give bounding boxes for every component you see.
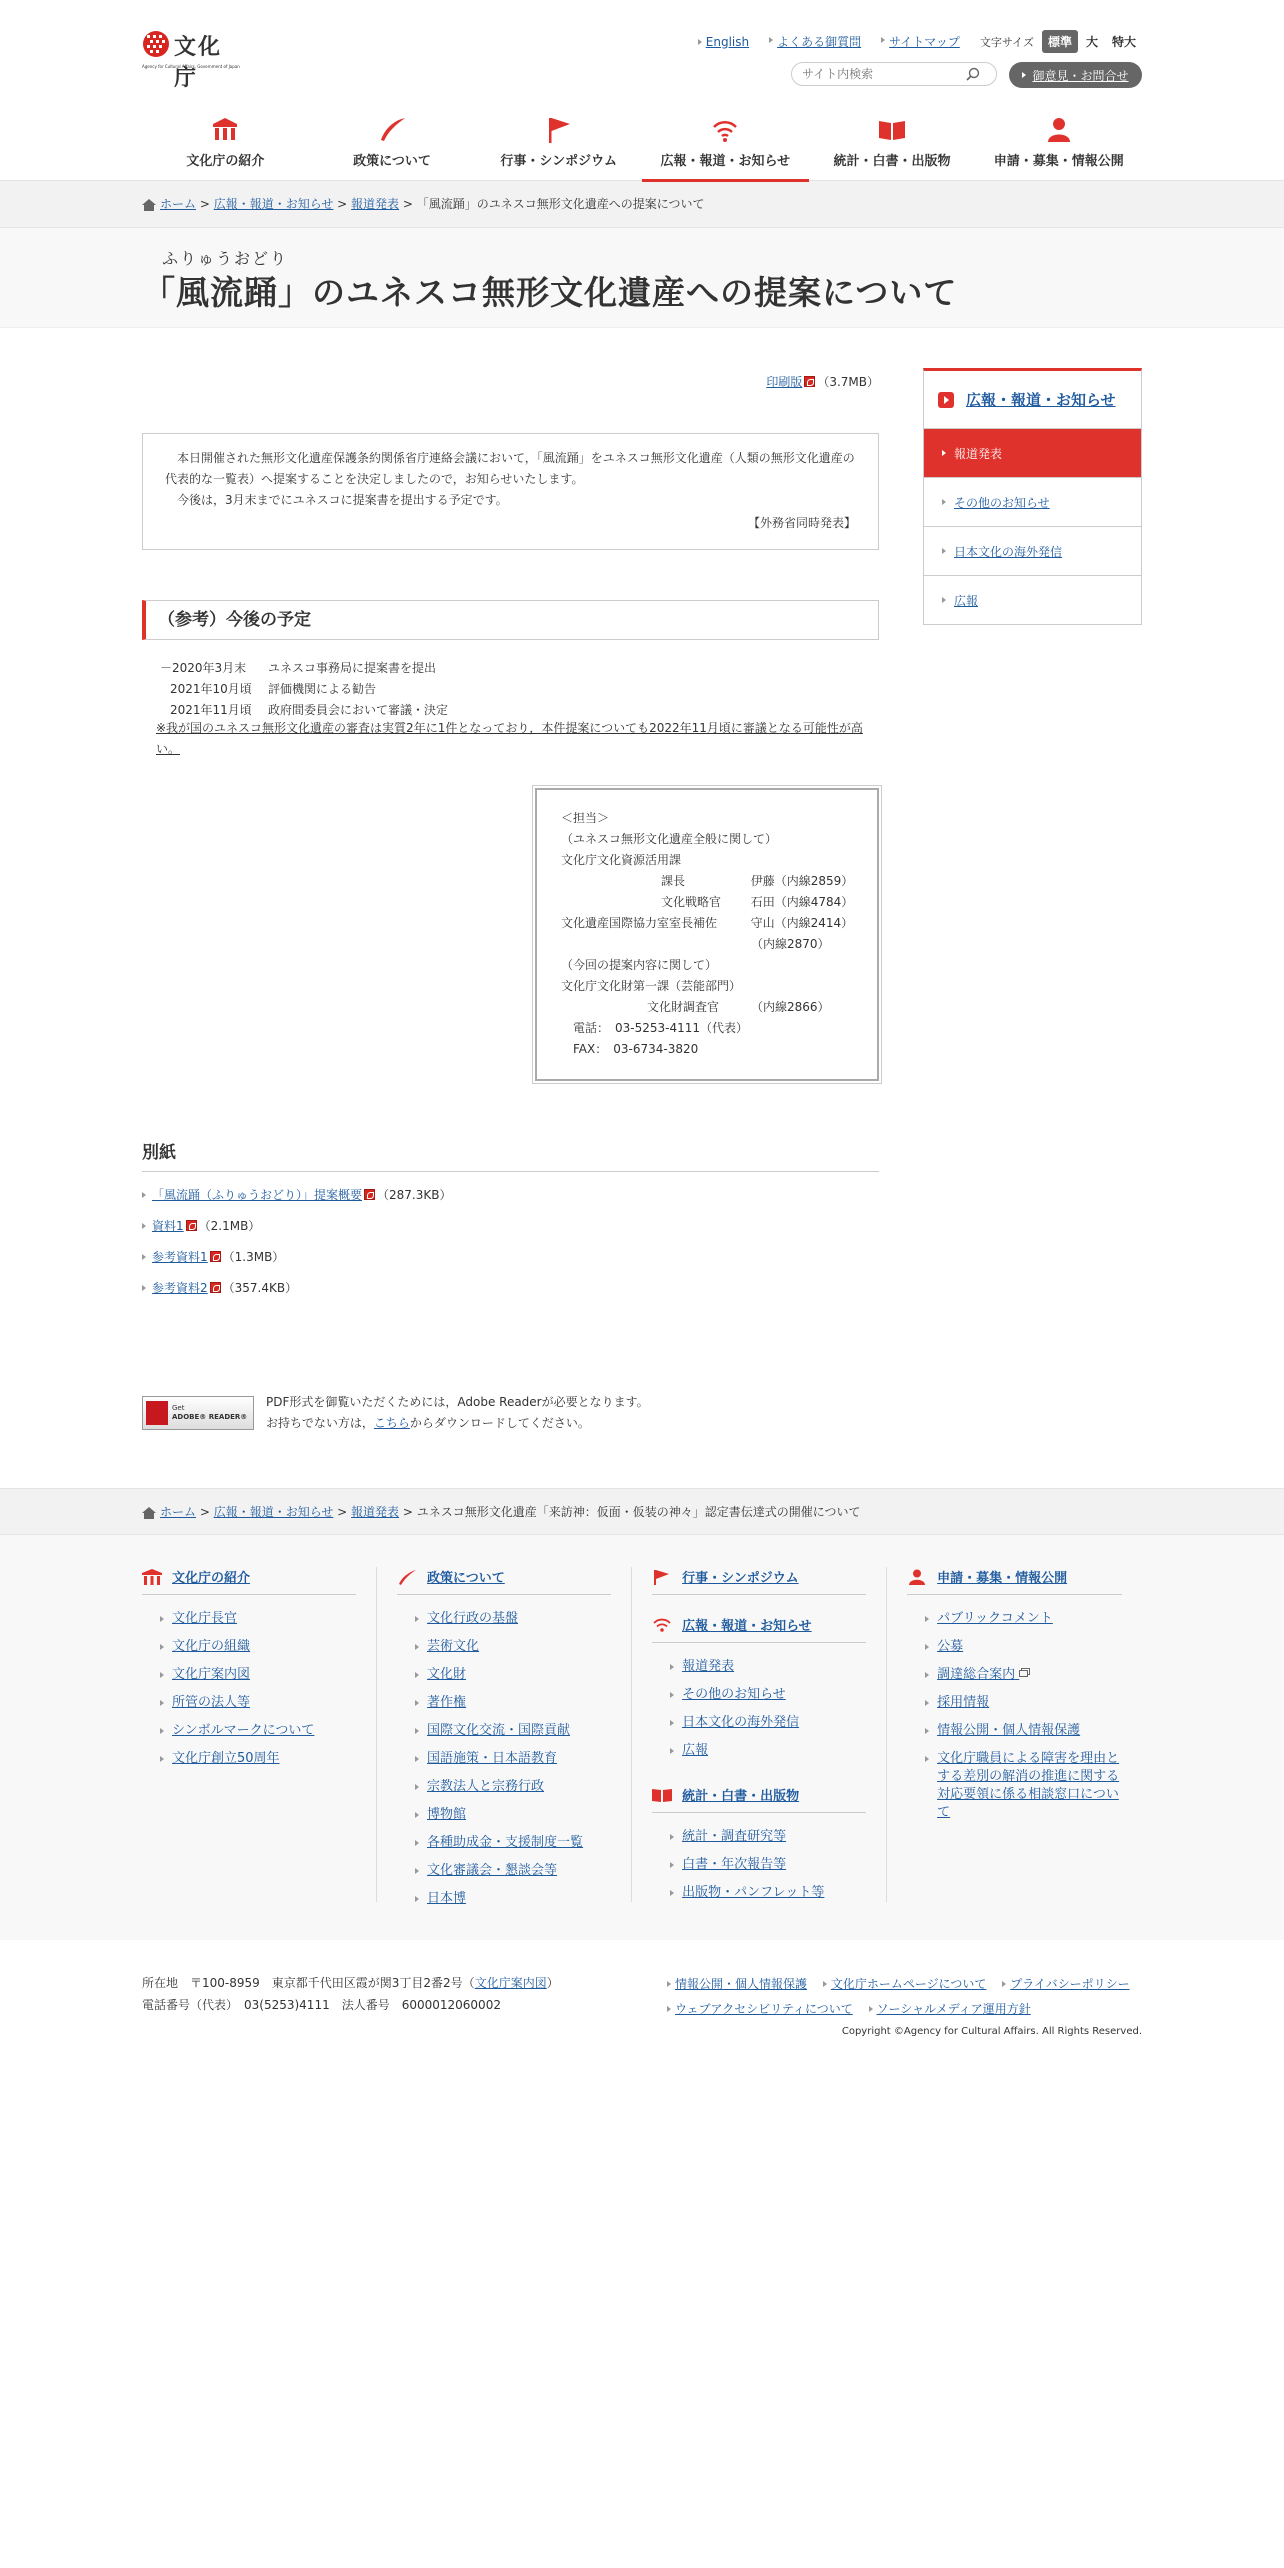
adobe-text-2a: お持ちでない方は，: [266, 1416, 374, 1430]
site-search: [791, 62, 997, 86]
footer-link[interactable]: 広報: [652, 1737, 866, 1765]
adobe-download-link[interactable]: こちら: [373, 1416, 410, 1430]
appendix-size: （287.3KB）: [377, 1188, 452, 1202]
notice-box: [142, 433, 879, 550]
person-icon: [907, 1569, 927, 1585]
search-input[interactable]: [792, 67, 962, 81]
contact-title: 文化遺産国際協力室室長補佐: [561, 916, 718, 930]
book-icon: [652, 1787, 672, 1803]
footer-heading-label: 申請・募集・情報公開: [937, 1571, 1068, 1586]
print-version: [766, 373, 879, 390]
breadcrumb-home[interactable]: ホーム: [160, 1505, 197, 1519]
footer-link[interactable]: 国際文化交流・国際貢献: [397, 1717, 611, 1745]
footer-privacy-info-link[interactable]: 情報公開・個人情報保護: [667, 1972, 807, 1997]
opinion-inquiry-button[interactable]: [1009, 62, 1142, 88]
appendix-link[interactable]: 「風流踊（ふりゅうおどり）」提案概要: [152, 1188, 363, 1202]
nav-policy-label: 政策について: [353, 154, 431, 169]
adobe-reader-notice: [142, 1396, 649, 1434]
footer-heading-apply[interactable]: [907, 1567, 1122, 1595]
schedule-text: 政府間委員会において審議・決定: [268, 703, 449, 717]
title-ruby: ふりゅうおどり: [162, 249, 289, 268]
schedule-text: ユネスコ事務局に提案書を提出: [268, 661, 437, 675]
brush-icon: [377, 116, 407, 144]
footer-link[interactable]: 採用情報: [907, 1689, 1122, 1717]
footer-link-external[interactable]: [907, 1661, 1122, 1689]
footer-link[interactable]: 報道発表: [652, 1653, 866, 1681]
contact-row: [561, 913, 853, 934]
footer-about-site-link[interactable]: 文化庁ホームページについて: [823, 1972, 987, 1997]
footer-link[interactable]: 文化庁案内図: [142, 1661, 356, 1689]
appendix-item: [142, 1242, 451, 1273]
footer-col-events-news: [652, 1567, 887, 1902]
address-text-end: ）: [546, 1976, 559, 1990]
font-size-standard-button[interactable]: 標準: [1042, 30, 1078, 53]
font-size-switcher: [980, 30, 1142, 53]
footer-accessibility-link[interactable]: ウェブアクセシビリティについて: [667, 1997, 853, 2022]
nav-policy[interactable]: [309, 110, 476, 181]
adobe-reader-icon: [146, 1401, 168, 1425]
nav-events[interactable]: [475, 110, 642, 181]
notice-source: 【外務省同時発表】: [747, 516, 856, 530]
footer-link[interactable]: 文化審議会・懇談会等: [397, 1857, 611, 1885]
footer-link[interactable]: 日本博: [397, 1885, 611, 1913]
footer-link[interactable]: 情報公開・個人情報保護: [907, 1717, 1122, 1745]
footer-link[interactable]: 宗教法人と宗務行政: [397, 1773, 611, 1801]
side-nav: [923, 368, 1142, 625]
nav-stats[interactable]: [809, 110, 976, 181]
contact-box: [535, 788, 879, 1081]
footer-nav: [0, 1535, 1284, 1940]
logo-text: 文化庁: [174, 34, 223, 91]
contact-tel: 電話： 03-5253-4111（代表）: [573, 1021, 749, 1035]
adobe-text-2c: からダウンロードしてください。: [409, 1416, 590, 1430]
logo-subtext: Agency for Cultural Affairs, Government of Japan: [142, 64, 240, 69]
contact-person: （内線2870）: [751, 937, 830, 951]
footer-link[interactable]: 文化庁創立50周年: [142, 1745, 356, 1773]
footer-heading-label: 行事・シンポジウム: [682, 1571, 799, 1586]
footer-link[interactable]: その他のお知らせ: [652, 1681, 866, 1709]
footer-heading-stats[interactable]: [652, 1785, 866, 1813]
side-item-pr[interactable]: 広報: [923, 576, 1142, 625]
nav-news[interactable]: [642, 110, 809, 181]
nav-about[interactable]: [142, 110, 309, 181]
notice-text-1: 本日開催された無形文化遺産保護条約関係省庁連絡会議において，「風流踊」をユネスコ無形文化遺産（人類の無形文化遺産の: [177, 451, 855, 465]
footer-social-media-link[interactable]: ソーシャルメディア運用方針: [869, 1997, 1031, 2022]
schedule-text: 評価機関による勧告: [268, 682, 377, 696]
print-version-size: （3.7MB）: [817, 375, 879, 389]
breadcrumb-current: ユネスコ無形文化遺産「来訪神：仮面・仮装の神々」認定書伝達式の開催について: [416, 1505, 861, 1519]
footer-link[interactable]: 文化庁の組織: [142, 1633, 356, 1661]
home-icon: [142, 199, 156, 211]
footer-link[interactable]: 日本文化の海外発信: [652, 1709, 866, 1737]
appendix-link[interactable]: 資料1: [152, 1219, 184, 1233]
adobe-badge-name: ADOBE® READER®: [172, 1413, 248, 1421]
appendix-size: （357.4KB）: [222, 1281, 298, 1295]
contact-fax: FAX： 03-6734-3820: [573, 1042, 699, 1056]
schedule-heading: （参考）今後の予定: [142, 600, 879, 640]
contact-title: 文化戦略官: [661, 895, 722, 909]
appendix-size: （2.1MB）: [198, 1219, 261, 1233]
phone-corp-number: 電話番号（代表） 03(5253)4111 法人番号 6000012060002: [142, 1998, 501, 2012]
pdf-icon: [210, 1282, 221, 1293]
flag-icon: [652, 1569, 672, 1585]
footer-heading-label: 広報・報道・お知らせ: [682, 1619, 812, 1634]
print-version-link[interactable]: 印刷版: [766, 375, 803, 389]
side-item-press[interactable]: 報道発表: [923, 429, 1142, 478]
footer-link[interactable]: 文化庁長官: [142, 1605, 356, 1633]
contact-line: 文化庁文化財第一課（芸能部門）: [561, 979, 742, 993]
contact-person: 伊藤（内線2859）: [750, 874, 854, 888]
opinion-label: 御意見・お問合せ: [1032, 68, 1129, 83]
notice-text-3: 今後は，3月末までにユネスコに提案書を提出する予定です。: [177, 493, 508, 507]
footer-link[interactable]: 公募: [907, 1633, 1122, 1661]
copyright: Copyright ©Agency for Cultural Affairs. All Rights Reserved.: [841, 2026, 1142, 2037]
nav-stats-label: 統計・白書・出版物: [833, 154, 951, 169]
person-icon: [1047, 117, 1071, 143]
footer-heading-label: 政策について: [427, 1571, 505, 1586]
appendix-link[interactable]: 参考資料1: [152, 1250, 208, 1264]
appendix-size: （1.3MB）: [222, 1250, 285, 1264]
footer-privacy-policy-link[interactable]: プライバシーポリシー: [1002, 1972, 1129, 1997]
footer-link[interactable]: 所管の法人等: [142, 1689, 356, 1717]
sitemap-link[interactable]: サイトマップ: [881, 33, 960, 50]
footer-heading-about[interactable]: [142, 1567, 356, 1595]
footer-link[interactable]: 文化財: [397, 1661, 611, 1689]
play-icon: [938, 392, 954, 408]
pdf-icon: [804, 376, 815, 387]
footer-heading-label: 文化庁の紹介: [172, 1571, 251, 1586]
footer-link[interactable]: 博物館: [397, 1801, 611, 1829]
broadcast-icon: [711, 117, 739, 143]
appendix-link[interactable]: 参考資料2: [152, 1281, 208, 1295]
breadcrumb-home[interactable]: ホーム: [160, 197, 197, 211]
footer-link[interactable]: 統計・調査研究等: [652, 1823, 866, 1851]
footer-heading-news[interactable]: [652, 1615, 866, 1643]
schedule-date: 2021年10月頃: [170, 682, 252, 696]
contact-title: 文化財調査官: [647, 1000, 720, 1014]
pdf-icon: [210, 1251, 221, 1262]
review-note: ※我が国のユネスコ無形文化遺産の審査は実質2年に1件となっており，本件提案についても2022年11月頃に審議となる可能性が高い。: [156, 721, 863, 756]
appendix-heading: 別紙: [142, 1138, 879, 1172]
appendix-item: [142, 1211, 451, 1242]
breadcrumb-bottom: ホーム > 広報・報道・お知らせ > 報道発表 > ユネスコ無形文化遺産「来訪神：仮面・仮装の神々」認定書伝達式の開催について: [0, 1488, 1284, 1535]
map-link[interactable]: 文化庁案内図: [474, 1976, 547, 1990]
footer-col-policy: [397, 1567, 632, 1906]
utility-links: [678, 30, 1142, 53]
broadcast-icon: [652, 1617, 672, 1633]
contact-person: 守山（内線2414）: [750, 916, 854, 930]
contact-line: ＜担当＞: [561, 811, 610, 825]
site-logo[interactable]: [142, 26, 242, 91]
schedule-row: [160, 658, 448, 679]
home-icon: [142, 1507, 156, 1519]
footer-link-label: 調達総合案内: [937, 1667, 1016, 1682]
brush-icon: [397, 1569, 417, 1585]
breadcrumb-news[interactable]: 広報・報道・お知らせ: [213, 1505, 334, 1519]
footer-link[interactable]: 白書・年次報告等: [652, 1851, 866, 1879]
site-header: [0, 0, 1284, 181]
schedule-row: [160, 679, 448, 700]
nav-apply-label: 申請・募集・情報公開: [993, 154, 1124, 169]
footer-heading-label: 統計・白書・出版物: [682, 1789, 800, 1804]
pdf-icon: [364, 1189, 375, 1200]
contact-title: 課長: [661, 874, 686, 888]
contact-row: [561, 892, 853, 913]
site-footer: [142, 1940, 1142, 2070]
faq-link[interactable]: よくある御質問: [769, 33, 861, 50]
adobe-badge-get: Get: [172, 1404, 185, 1412]
pdf-icon: [186, 1220, 197, 1231]
contact-line: （ユネスコ無形文化遺産全般に関して）: [561, 832, 778, 846]
footer-link[interactable]: 文化庁職員による障害を理由とする差別の解消の推進に関する対応要領に係る相談窓口について: [907, 1745, 1122, 1827]
schedule-date: －2020年3月末: [160, 661, 247, 675]
footer-col-about: [142, 1567, 377, 1902]
title-bar: [0, 228, 1284, 328]
schedule-list: [160, 658, 448, 721]
global-nav: [142, 110, 1142, 181]
breadcrumb-press[interactable]: 報道発表: [351, 197, 400, 211]
footer-address: [142, 1972, 559, 2016]
nav-apply[interactable]: [975, 110, 1142, 181]
contact-row: [561, 871, 853, 892]
footer-link[interactable]: パブリックコメント: [907, 1605, 1122, 1633]
appendix-list: [142, 1180, 451, 1304]
side-nav-title: 広報・報道・お知らせ: [966, 391, 1116, 409]
side-nav-heading[interactable]: [923, 368, 1142, 429]
footer-links: [667, 1972, 1142, 2022]
get-adobe-reader-button[interactable]: [142, 1396, 254, 1430]
appendix-item: [142, 1273, 451, 1304]
nav-news-label: 広報・報道・お知らせ: [660, 154, 791, 169]
contact-person: （内線2866）: [751, 1000, 830, 1014]
footer-link[interactable]: 文化行政の基盤: [397, 1605, 611, 1633]
footer-link[interactable]: シンボルマークについて: [142, 1717, 356, 1745]
font-size-xlarge-button[interactable]: 特大: [1111, 35, 1136, 49]
external-window-icon: [1019, 1670, 1028, 1677]
notice-text-2: 代表的な一覧表）へ提案することを決定しましたので，お知らせいたします。: [165, 472, 584, 486]
english-link[interactable]: English: [698, 35, 749, 49]
contact-line: 文化庁文化資源活用課: [561, 853, 682, 867]
address-text: 所在地 〒100-8959 東京都千代田区霞が関3丁目2番2号（: [142, 1976, 475, 1990]
flag-icon: [546, 116, 572, 144]
footer-link[interactable]: 著作権: [397, 1689, 611, 1717]
nav-about-label: 文化庁の紹介: [186, 154, 265, 169]
footer-heading-policy[interactable]: [397, 1567, 611, 1595]
breadcrumb-press[interactable]: 報道発表: [351, 1505, 400, 1519]
appendix-item: [142, 1180, 451, 1211]
search-icon[interactable]: [966, 67, 980, 81]
breadcrumb-current: 「風流踊」のユネスコ無形文化遺産への提案について: [416, 197, 705, 211]
building-icon: [212, 118, 238, 142]
main-area: [142, 328, 1142, 1488]
footer-link[interactable]: 各種助成金・支援制度一覧: [397, 1829, 611, 1857]
font-size-large-button[interactable]: 大: [1085, 35, 1098, 49]
footer-link[interactable]: 芸術文化: [397, 1633, 611, 1661]
contact-person: 石田（内線4784）: [750, 895, 854, 909]
adobe-text-1: PDF形式を御覧いただくためには，Adobe Readerが必要となります。: [266, 1395, 649, 1409]
side-item-other-news[interactable]: その他のお知らせ: [923, 478, 1142, 527]
page-title: 「風流踊」のユネスコ無形文化遺産への提案について: [142, 273, 958, 312]
font-size-label: 文字サイズ: [979, 35, 1034, 49]
breadcrumb-news[interactable]: 広報・報道・お知らせ: [213, 197, 334, 211]
building-icon: [142, 1569, 162, 1585]
contact-row: [561, 934, 853, 955]
contact-line: （今回の提案内容に関して）: [561, 958, 718, 972]
footer-heading-events[interactable]: [652, 1567, 866, 1595]
breadcrumb: ホーム > 広報・報道・お知らせ > 報道発表 > 「風流踊」のユネスコ無形文化遺産への提案について: [0, 181, 1284, 228]
footer-link[interactable]: 出版物・パンフレット等: [652, 1879, 866, 1907]
contact-row: [561, 997, 853, 1018]
side-item-overseas[interactable]: 日本文化の海外発信: [923, 527, 1142, 576]
footer-link[interactable]: 国語施策・日本語教育: [397, 1745, 611, 1773]
footer-col-apply: [907, 1567, 1142, 1902]
nav-events-label: 行事・シンポジウム: [500, 154, 617, 169]
schedule-date: 2021年11月頃: [170, 703, 252, 717]
book-icon: [878, 118, 906, 142]
